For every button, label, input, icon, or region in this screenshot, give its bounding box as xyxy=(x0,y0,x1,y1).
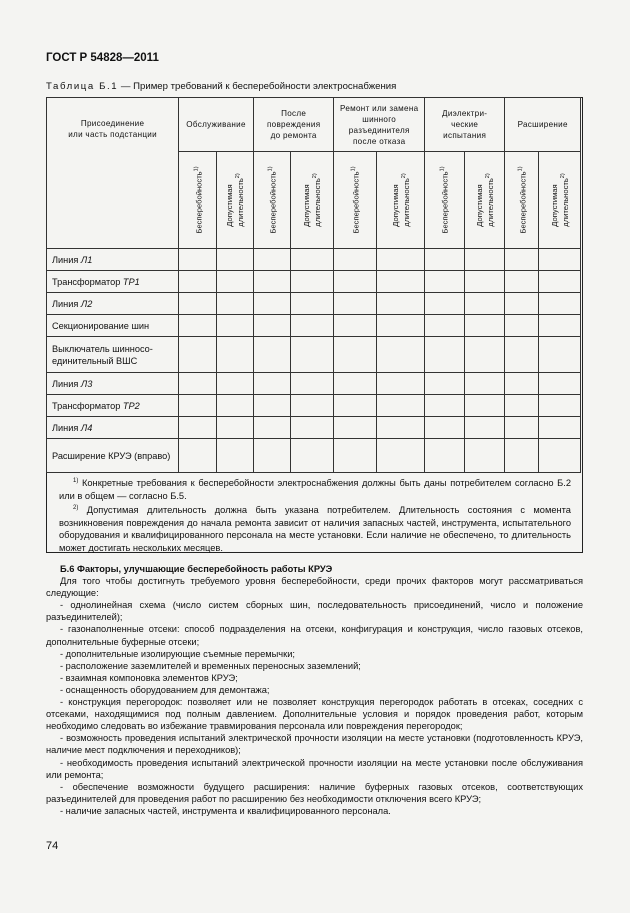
table-cell xyxy=(217,395,254,417)
table-cell xyxy=(505,271,539,293)
column-group-header-line: после отказа xyxy=(353,136,406,146)
row-label-text: Трансформатор xyxy=(52,400,123,411)
footnote-marker-1: 1) xyxy=(517,166,524,172)
subheader-duration-line2: длительность xyxy=(485,178,495,227)
footnote-1 xyxy=(59,475,571,502)
table-cell xyxy=(464,439,505,473)
footnote-marker-1: 1) xyxy=(267,166,274,172)
row-label xyxy=(47,293,179,315)
table-cell xyxy=(377,417,425,439)
subheader-continuity xyxy=(253,152,290,249)
table-cell xyxy=(424,395,464,417)
page-number: 74 xyxy=(46,840,59,852)
row-label-text: Линия xyxy=(52,254,81,265)
table-cell xyxy=(464,271,505,293)
table-cell xyxy=(253,271,290,293)
table-cell xyxy=(290,417,334,439)
table-row xyxy=(47,271,581,293)
table-cell xyxy=(334,293,377,315)
table-row xyxy=(47,417,581,439)
subheader-continuity-text xyxy=(439,166,450,233)
subheader-duration-line2: длительность xyxy=(312,178,322,227)
column-group-header-line: испытания xyxy=(443,131,487,140)
section-b6 xyxy=(46,563,583,817)
table-cell xyxy=(377,315,425,337)
row-label-text: Секционирование шин xyxy=(52,320,150,331)
table-cell xyxy=(253,417,290,439)
table-cell xyxy=(290,315,334,337)
table-cell xyxy=(539,417,581,439)
subheader-duration-line2: длительность xyxy=(235,178,245,227)
column-group-header xyxy=(334,98,425,152)
table-cell xyxy=(179,293,217,315)
subheader-continuity xyxy=(179,152,217,249)
table-row xyxy=(47,249,581,271)
list-item: - расположение заземлителей и временных переносных заземлений; xyxy=(60,660,361,671)
table-cell xyxy=(334,271,377,293)
table-cell xyxy=(464,337,505,373)
row-label xyxy=(47,271,179,293)
table-cell xyxy=(464,249,505,271)
table-cell xyxy=(539,271,581,293)
table-cell xyxy=(179,395,217,417)
list-item: - газонаполненные отсеки: способ подразделения на отсеки, конфигурация и конструкция, число газовых отсеков, дополнительные буферные отсеки; xyxy=(46,624,583,647)
footnote-2 xyxy=(59,502,571,554)
table-cell xyxy=(217,373,254,395)
subheader-duration-text xyxy=(475,173,495,226)
table-cell xyxy=(217,293,254,315)
table-cell xyxy=(424,315,464,337)
table-cell xyxy=(505,249,539,271)
column-header-connection xyxy=(47,98,179,249)
list-item: - дополнительные изолирующие съемные перемычки; xyxy=(60,648,295,659)
footnote-marker-2: 2) xyxy=(484,173,491,179)
subheader-duration-text xyxy=(225,173,245,226)
list-item: - конструкция перегородок: позволяет или не позволяет конструкция перегородок работать в отсеках, соседних с отсеками, находящимися под полным давлением. Дополнительные условия и порядок проведения работ, которым необходимо следовать во избежание травмирования персонала или повреждения перегородок; xyxy=(46,697,583,732)
table-cell xyxy=(179,271,217,293)
table-cell xyxy=(334,249,377,271)
table-cell xyxy=(290,293,334,315)
table-header-row xyxy=(47,98,581,152)
subheader-duration-line1: Допустимая xyxy=(225,184,235,227)
table-cell xyxy=(179,315,217,337)
column-header-connection-line: Присоединение xyxy=(80,119,145,128)
table-cell xyxy=(290,439,334,473)
footnote-2-marker: 2) xyxy=(73,505,79,512)
table-cell xyxy=(505,439,539,473)
subheader-continuity-text xyxy=(350,166,361,233)
row-label-text: Линия xyxy=(52,298,81,309)
column-group-header xyxy=(253,98,334,152)
column-group-header-line: повреждения xyxy=(266,120,321,129)
row-label-designation: Л3 xyxy=(80,378,93,389)
column-group-header xyxy=(505,98,581,152)
list-item: - возможность проведения испытаний электрической прочности изоляции на месте установки (подготовленность КРУЭ, наличие мест подключения и переходников); xyxy=(46,733,583,756)
list-item: - оснащенность оборудованием для демонтажа; xyxy=(60,684,270,695)
subheader-continuity-label: Бесперебойность xyxy=(268,171,278,234)
list-item: - необходимость проведения испытаний электрической прочности изоляции на месте установки после обслуживания или ремонта; xyxy=(46,757,583,780)
table-cell xyxy=(424,373,464,395)
section-title: Б.6 Факторы, улучшающие бесперебойность работы КРУЭ xyxy=(60,564,333,574)
table-cell xyxy=(377,293,425,315)
subheader-continuity xyxy=(424,152,464,249)
row-label-designation: Л1 xyxy=(80,254,93,265)
column-group-header-line: ческие xyxy=(451,120,479,129)
row-label-text: Линия xyxy=(52,378,81,389)
table-cell xyxy=(334,337,377,373)
table-cell xyxy=(377,439,425,473)
table-cell xyxy=(377,395,425,417)
table-cell xyxy=(505,293,539,315)
subheader-duration xyxy=(217,152,254,249)
row-label xyxy=(47,439,179,473)
table-cell xyxy=(253,395,290,417)
table-cell xyxy=(505,315,539,337)
table-caption-label: Таблица Б.1 xyxy=(46,81,119,92)
table-cell xyxy=(424,337,464,373)
column-header-connection-line: или часть подстанции xyxy=(68,130,157,139)
subheader-duration xyxy=(464,152,505,249)
table-cell xyxy=(253,315,290,337)
subheader-duration-line2: длительность xyxy=(560,178,570,227)
table-cell xyxy=(377,271,425,293)
table-row xyxy=(47,373,581,395)
table-cell xyxy=(290,337,334,373)
column-group-header-line: После xyxy=(281,109,307,118)
subheader-continuity-label: Бесперебойность xyxy=(193,171,203,234)
column-group-header-line: Расширение xyxy=(517,120,568,129)
table-cell xyxy=(334,417,377,439)
column-group-header-line: Диэлектри- xyxy=(442,109,488,118)
table-caption-text: — Пример требований к бесперебойности электроснабжения xyxy=(118,81,397,92)
footnote-marker-2: 2) xyxy=(559,173,566,179)
column-group-header xyxy=(424,98,504,152)
table-cell xyxy=(505,337,539,373)
subheader-duration-text xyxy=(302,173,322,226)
row-label-text: Трансформатор xyxy=(52,276,123,287)
table-cell xyxy=(539,315,581,337)
table-cell xyxy=(290,373,334,395)
table-cell xyxy=(505,395,539,417)
footnote-marker-2: 2) xyxy=(400,173,407,179)
table-cell xyxy=(253,249,290,271)
list-item: - однолинейная схема (число систем сборных шин, последовательность присоединений, число и положение разъединителей); xyxy=(46,600,583,623)
row-label xyxy=(47,337,179,373)
subheader-duration-line2: длительность xyxy=(401,178,411,227)
footnote-1-marker: 1) xyxy=(73,478,79,484)
table-cell xyxy=(217,315,254,337)
table-cell xyxy=(505,417,539,439)
subheader-duration-line1: Допустимая xyxy=(302,184,312,227)
table-cell xyxy=(377,249,425,271)
table-cell xyxy=(464,417,505,439)
subheader-continuity-text xyxy=(267,166,278,233)
subheader-duration xyxy=(377,152,425,249)
table-cell xyxy=(424,249,464,271)
row-label-designation: ТР1 xyxy=(122,276,140,287)
table-cell xyxy=(253,373,290,395)
table-cell xyxy=(377,373,425,395)
section-intro: Для того чтобы достигнуть требуемого уровня бесперебойности, среди прочих факторов могут рассматриваться следующие: xyxy=(46,576,583,599)
table-cell xyxy=(424,417,464,439)
table-cell xyxy=(334,395,377,417)
table-cell xyxy=(464,395,505,417)
table-cell xyxy=(424,439,464,473)
table-row xyxy=(47,439,581,473)
table-cell xyxy=(539,439,581,473)
row-label-text: Линия xyxy=(52,422,81,433)
table-cell xyxy=(539,337,581,373)
row-label xyxy=(47,249,179,271)
table-cell xyxy=(179,249,217,271)
subheader-duration xyxy=(290,152,334,249)
row-label-designation: ТР2 xyxy=(122,400,140,411)
footnote-marker-1: 1) xyxy=(440,166,447,172)
list-item: - наличие запасных частей, инструмента и квалифицированного персонала. xyxy=(60,805,391,816)
subheader-duration-text xyxy=(550,173,570,226)
subheader-continuity-label: Бесперебойность xyxy=(518,171,528,234)
footnote-2-text: Допустимая длительность должна быть указана потребителем. Длительность состояния с момента возникновения повреждения до начала ремонта зависит от наличия запасных частей, инструмента, испытательного оборудования и квалифицированного персонала на месте установки. Если наличие не обеспечено, то длительность может достигать нескольких месяцев. xyxy=(59,505,571,553)
table-cell xyxy=(179,337,217,373)
column-group-header-line: Ремонт или замена xyxy=(340,103,419,113)
footnote-marker-1: 1) xyxy=(351,166,358,172)
table-cell xyxy=(539,373,581,395)
table-cell xyxy=(217,337,254,373)
column-group-header-line: шинного xyxy=(362,114,397,124)
row-label xyxy=(47,373,179,395)
requirements-table xyxy=(46,97,583,553)
table-caption xyxy=(46,81,396,92)
table-cell xyxy=(217,271,254,293)
table-cell xyxy=(253,439,290,473)
subheader-duration-line1: Допустимая xyxy=(390,184,400,227)
table-cell xyxy=(334,373,377,395)
table-cell xyxy=(334,439,377,473)
list-item: - обеспечение возможности будущего расширения: наличие буферных газовых отсеков, соответствующих разъединителей для проведения работ по расширению без необходимости отключения всего КРУЭ; xyxy=(46,781,583,804)
table-cell xyxy=(377,337,425,373)
row-label-text: Выключатель шинносо-единительный ВШС xyxy=(52,343,153,366)
row-label xyxy=(47,315,179,337)
table-cell xyxy=(290,271,334,293)
subheader-duration xyxy=(539,152,581,249)
table-cell xyxy=(424,293,464,315)
row-label xyxy=(47,417,179,439)
subheader-duration-text xyxy=(391,173,411,226)
footnote-1-text: Конкретные требования к бесперебойности электроснабжения должны быть даны потребителем согласно Б.2 или в общем — согласно Б.5. xyxy=(59,478,571,501)
table-grid xyxy=(46,97,581,473)
subheader-continuity xyxy=(334,152,377,249)
table-cell xyxy=(539,395,581,417)
table-cell xyxy=(539,293,581,315)
table-cell xyxy=(464,373,505,395)
table-cell xyxy=(334,315,377,337)
subheader-continuity-text xyxy=(192,166,203,233)
table-cell xyxy=(290,249,334,271)
subheader-continuity-label: Бесперебойность xyxy=(351,171,361,234)
subheader-continuity-text xyxy=(517,166,528,233)
footnote-marker-1: 1) xyxy=(193,166,200,172)
table-cell xyxy=(505,373,539,395)
table-cell xyxy=(179,373,217,395)
table-cell xyxy=(464,293,505,315)
subheader-continuity xyxy=(505,152,539,249)
table-cell xyxy=(464,315,505,337)
table-row xyxy=(47,315,581,337)
table-cell xyxy=(179,439,217,473)
table-cell xyxy=(217,439,254,473)
table-row xyxy=(47,293,581,315)
subheader-duration-line1: Допустимая xyxy=(474,184,484,227)
column-group-header-line: разъединителя xyxy=(348,125,410,135)
table-notes xyxy=(59,475,571,554)
column-group-header-line: до ремонта xyxy=(270,131,317,140)
table-cell xyxy=(217,417,254,439)
list-item: - взаимная компоновка элементов КРУЭ; xyxy=(60,672,238,683)
table-row xyxy=(47,395,581,417)
table-row xyxy=(47,337,581,373)
row-label-designation: Л2 xyxy=(80,298,93,309)
footnote-marker-2: 2) xyxy=(312,173,319,179)
table-cell xyxy=(290,395,334,417)
table-cell xyxy=(539,249,581,271)
row-label xyxy=(47,395,179,417)
table-cell xyxy=(217,249,254,271)
row-label-text: Расширение КРУЭ (вправо) xyxy=(52,450,171,461)
subheader-continuity-label: Бесперебойность xyxy=(440,171,450,234)
table-cell xyxy=(253,337,290,373)
table-cell xyxy=(253,293,290,315)
footnote-marker-2: 2) xyxy=(235,173,242,179)
row-label-designation: Л4 xyxy=(80,422,93,433)
column-group-header xyxy=(179,98,254,152)
table-cell xyxy=(179,417,217,439)
column-group-header-line: Обслуживание xyxy=(186,120,246,129)
subheader-duration-line1: Допустимая xyxy=(549,184,559,227)
document-header: ГОСТ Р 54828—2011 xyxy=(46,52,159,64)
table-cell xyxy=(424,271,464,293)
